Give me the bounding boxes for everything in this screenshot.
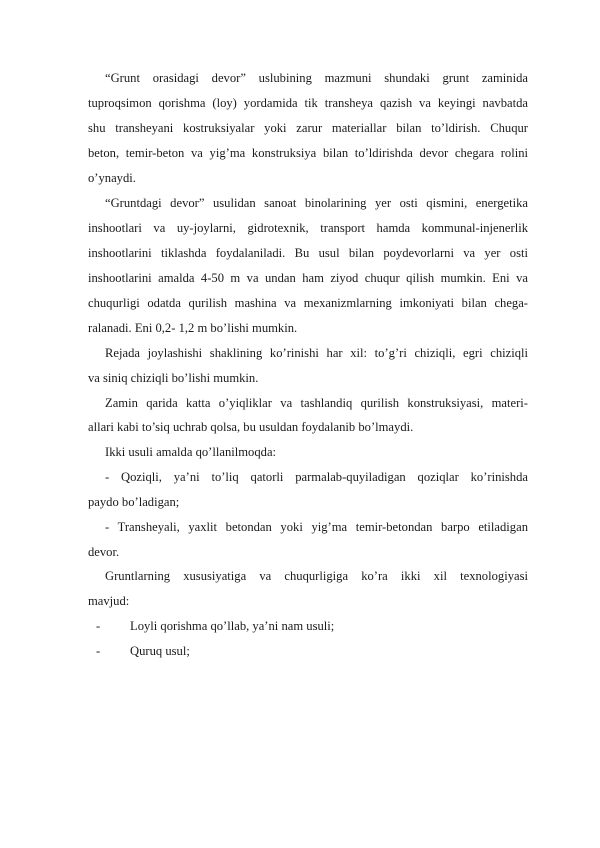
text-line: “Gruntdagi devor” usulidan sanoat binolarining yer osti qismini, energetika (105, 196, 528, 210)
text-line: Gruntlarning xususiyatiga va chuqurligiga ko’ra ikki xil texnologiyasi (105, 569, 528, 583)
text-line: paydo bo’ladigan; (88, 495, 180, 509)
list-bullet: - (96, 619, 101, 633)
text-line: devor. (88, 545, 120, 559)
text-line: o’ynaydi. (88, 171, 136, 185)
list-item: Quruq usul; (130, 644, 190, 658)
text-line: inshootlarini tiklashda foydalaniladi. Bu usul bilan poydevorlarni va yer osti (88, 246, 528, 260)
text-line: inshootlarini amalda 4-50 m va undan ham ziyod chuqur qilish mumkin. Eni va (88, 271, 528, 285)
list-bullet: - (96, 644, 101, 658)
list-item: Loyli qorishma qo’llab, ya’ni nam usuli; (130, 619, 335, 633)
text-line: Ikki usuli amalda qo’llanilmoqda: (105, 445, 277, 459)
text-line: shu transheyani kostruksiyalar yoki zarur materiallar bilan to’ldirish. Chuqur (88, 121, 528, 135)
text-line: “Grunt orasidagi devor” uslubining mazmuni shundaki grunt zaminida (105, 71, 528, 85)
text-line: va siniq chiziqli bo’lishi mumkin. (88, 371, 259, 385)
text-line: beton, temir-beton va yig’ma konstruksiya bilan to’ldirishda devor chegara rolini (88, 146, 528, 160)
text-line: ralanadi. Eni 0,2- 1,2 m bo’lishi mumkin. (88, 321, 298, 335)
text-line: mavjud: (88, 594, 130, 608)
text-line: tuproqsimon qorishma (loy) yordamida tik transheya qazish va keyingi navbatda (88, 96, 528, 110)
text-line: chuqurligi odatda qurilish mashina va mexanizmlarning imkoniyati bilan chega- (88, 296, 528, 310)
text-line: allari kabi to’siq uchrab qolsa, bu usuldan foydalanib bo’lmaydi. (88, 420, 414, 434)
text-line: Rejada joylashishi shaklining ko’rinishi har xil: to’g’ri chiziqli, egri chiziqli (105, 346, 528, 360)
text-line: - Transheyali, yaxlit betondan yoki yig’ma temir-betondan barpo etiladigan (105, 520, 528, 534)
text-line: inshootlari va uy-joylarni, gidrotexnik, transport hamda kommunal-injenerlik (88, 221, 528, 235)
text-line: - Qoziqli, ya’ni to’liq qatorli parmalab-quyiladigan qoziqlar ko’rinishda (105, 470, 528, 484)
text-line: Zamin qarida katta o’yiqliklar va tashlandiq qurilish konstruksiyasi, materi- (105, 396, 528, 410)
